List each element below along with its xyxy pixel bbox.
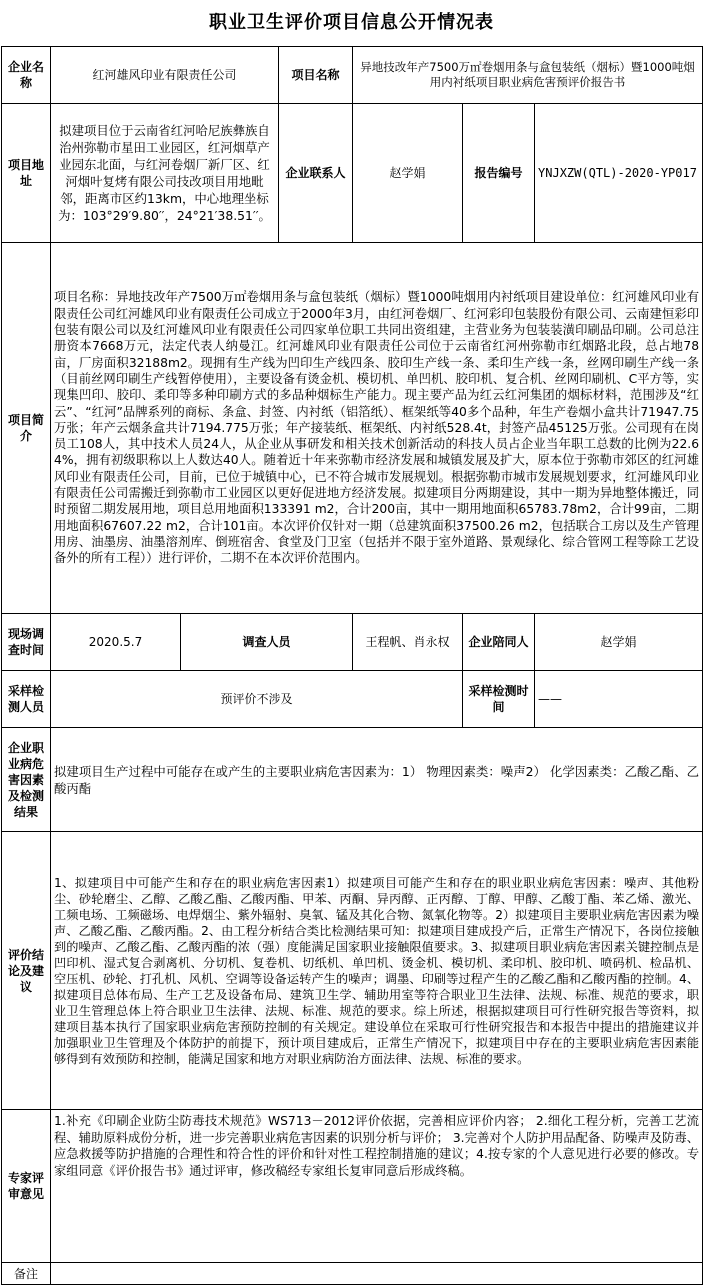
row-survey bbox=[2, 614, 703, 671]
enterprise-accompany-value: 赵学娟 bbox=[535, 614, 703, 671]
label-project-name: 项目名称 bbox=[279, 47, 353, 104]
row-remarks bbox=[2, 1263, 703, 1285]
sampling-staff-value: 预评价不涉及 bbox=[51, 671, 463, 728]
label-report-number: 报告编号 bbox=[463, 104, 535, 243]
label-project-intro: 项目简介 bbox=[2, 243, 51, 614]
expert-opinion-value: 1.补充《印刷企业防尘防毒技术规范》WS713－2012评价依据，完善相应评价内容； 2.细化工程分析，完善工艺流程、辅助原料成份分析，进一步完善职业病危害因素的识别分析与评价； 3.完善对个人防护用品配备、防噪声及防毒、应急救援等防护措施的合理性和符合性的评价和针对性工程控制措施的建议；4.按专家的个人意见进行必要的修改。专家组同意《评价报告书》通过评审，修改稿经专家组长复审同意后形成终稿。 bbox=[51, 1110, 703, 1263]
project-address-value: 拟建项目位于云南省红河哈尼族彝族自治州弥勒市星田工业园区，红河烟草产业园东北面，与红河卷烟厂新厂区、红河烟叶复烤有限公司技改项目用地毗邻，距离市区约13km，中心地理坐标为：103°29′9.80′′，24°21′38.51′′。 bbox=[51, 104, 279, 243]
page-title: 职业卫生评价项目信息公开情况表 bbox=[209, 12, 494, 33]
hazard-results-value: 拟建项目生产过程中可能存在或产生的主要职业病危害因素为：1） 物理因素类：噪声2） 化学因素类：乙酸乙酯、乙酸丙酯 bbox=[51, 728, 703, 832]
row-address bbox=[2, 104, 703, 243]
row-enterprise bbox=[2, 47, 703, 104]
label-hazard-results: 企业职业病危害因素及检测结果 bbox=[2, 728, 51, 832]
survey-staff-value: 王程帆、肖永权 bbox=[353, 614, 463, 671]
label-evaluation: 评价结论及建议 bbox=[2, 832, 51, 1110]
label-expert-opinion: 专家评审意见 bbox=[2, 1110, 51, 1263]
label-project-address: 项目地址 bbox=[2, 104, 51, 243]
label-sampling-time: 采样检测时间 bbox=[463, 671, 535, 728]
row-sampling bbox=[2, 671, 703, 728]
label-enterprise-name: 企业名称 bbox=[2, 47, 51, 104]
label-enterprise-contact: 企业联系人 bbox=[279, 104, 353, 243]
label-enterprise-accompany: 企业陪同人 bbox=[463, 614, 535, 671]
row-hazard bbox=[2, 728, 703, 832]
row-expert bbox=[2, 1110, 703, 1263]
info-table bbox=[1, 46, 703, 1285]
label-survey-staff: 调查人员 bbox=[181, 614, 353, 671]
row-evaluation bbox=[2, 832, 703, 1110]
project-name-value: 异地技改年产7500万㎡卷烟用条与盒包装纸（烟标）暨1000吨烟用内衬纸项目职业病危害预评价报告书 bbox=[353, 47, 703, 104]
sampling-time-value: —— bbox=[535, 671, 703, 728]
label-remarks: 备注 bbox=[2, 1263, 51, 1285]
remarks-value bbox=[51, 1263, 703, 1285]
report-number-value: YNJXZW(QTL)-2020-YP017 bbox=[535, 104, 703, 243]
project-intro-value: 项目名称：异地技改年产7500万㎡卷烟用条与盒包装纸（烟标）暨1000吨烟用内衬纸项目建设单位：红河雄风印业有限责任公司红河雄风印业有限责任公司成立于2000年3月，由红河卷烟厂、红河彩印包装股份有限公司、云南建恒彩印包装有限公司以及红河雄风印业有限责任公司四家单位职工共同出资组建，主营业务为包装装潢印刷品印刷。公司总注册资本7668万元，法定代表人纳曼江。红河雄风印业有限责任公司位于云南省红河州弥勒市红烟路北段，总占地78亩，厂房面积32188m2。现拥有生产线为凹印生产线四条、胶印生产线一条、柔印生产线一条，丝网印刷生产线一条（目前丝网印刷生产线暂停使用），主要设备有烫金机、模切机、单凹机、胶印机、复合机、丝网印刷机、C平方等，实现集凹印、胶印、柔印等多种印刷方式的多品种烟标生产能力。现主要产品为红云红河集团的烟标材料，范围涉及“红云”、“红河”品牌系列的商标、条盒、封签、内衬纸（铝箔纸）、框架纸等40多个品种，年生产卷烟小盒共计71947.75万张；年产云烟条盒共计7194.775万张；年产接装纸、框架纸、内衬纸528.4t，封签产品45125万张。公司现有在岗员工108人，其中技术人员24人，从企业从事研发和相关技术创新活动的科技人员占企业当年职工总数的比例为22.64%，拥有初级职称以上人数达40人。随着近十年来弥勒市经济发展和城镇发展及扩大，原本位于弥勒市郊区的红河雄风印业有限责任公司，目前，已位于城镇中心，已不符合城市发展规划。根据弥勒市城市发展规划要求，红河雄风印业有限责任公司需搬迁到弥勒市工业园区以更好促进地方经济发展。拟建项目分两期建设，其中一期为异地整体搬迁，同时预留二期发展用地，项目总用地面积133391 m2，合计200亩，其中一期用地面积65783.78m2，合计99亩，二期用地面积67607.22 m2，合计101亩。本次评价仅针对一期（总建筑面积37500.26 m2，包括联合工房以及生产管理用房、油墨房、油墨溶剂库、倒班宿舍、食堂及门卫室（包括并不限于室外道路、景观绿化、综合管网工程等除工艺设备外的所有工程））进行评价，二期不在本次评价范围内。 bbox=[51, 243, 703, 614]
enterprise-contact-value: 赵学娟 bbox=[353, 104, 463, 243]
row-intro bbox=[2, 243, 703, 614]
site-survey-time-value: 2020.5.7 bbox=[51, 614, 181, 671]
label-site-survey-time: 现场调查时间 bbox=[2, 614, 51, 671]
enterprise-name-value: 红河雄风印业有限责任公司 bbox=[51, 47, 279, 104]
label-sampling-staff: 采样检测人员 bbox=[2, 671, 51, 728]
evaluation-value: 1、拟建项目中可能产生和存在的职业病危害因素1）拟建项目可能产生和存在的职业职业病危害因素：噪声、其他粉尘、砂轮磨尘、乙醇、乙酸乙酯、乙酸丙酯、甲苯、丙酮、异丙醇、正丙醇、丁醇、甲醇、乙酸丁酯、苯乙烯、激光、工频电场、工频磁场、电焊烟尘、紫外辐射、臭氧、锰及其化合物、氮氧化物等。2）拟建项目主要职业病危害因素为噪声、乙酸乙酯、乙酸丙酯。2、由工程分析结合类比检测结果可知：拟建项目建成投产后，正常生产情况下，各岗位接触到的噪声、乙酸乙酯、乙酸丙酯的浓（强）度能满足国家职业接触限值要求。3、拟建项目职业病危害因素关键控制点是凹印机、湿式复合剥离机、分切机、复卷机、切纸机、单凹机、烫金机、模切机、柔印机、胶印机、喷码机、检品机、空压机、砂轮、打孔机、风机、空调等设备运转产生的噪声；调墨、印刷等过程产生的乙酸乙酯和乙酸丙酯的控制。4、拟建项目总体布局、生产工艺及设备布局、建筑卫生学、辅助用室等符合职业卫生法律、法规、标准、规范的要求，职业卫生管理总体上符合职业卫生法律、法规、标准、规范的要求。综上所述，根据拟建项目可行性研究报告等资料，拟建项目基本执行了国家职业病危害预防控制的有关规定。建设单位在采取可行性研究报告和本报告中提出的措施建议并加强职业卫生管理及个体防护的前提下，预计项目建成后，正常生产情况下，拟建项目中存在的主要职业病危害因素能够得到有效预防和控制，能满足国家和地方对职业病防治方面法律、法规、标准的要求。 bbox=[51, 832, 703, 1110]
